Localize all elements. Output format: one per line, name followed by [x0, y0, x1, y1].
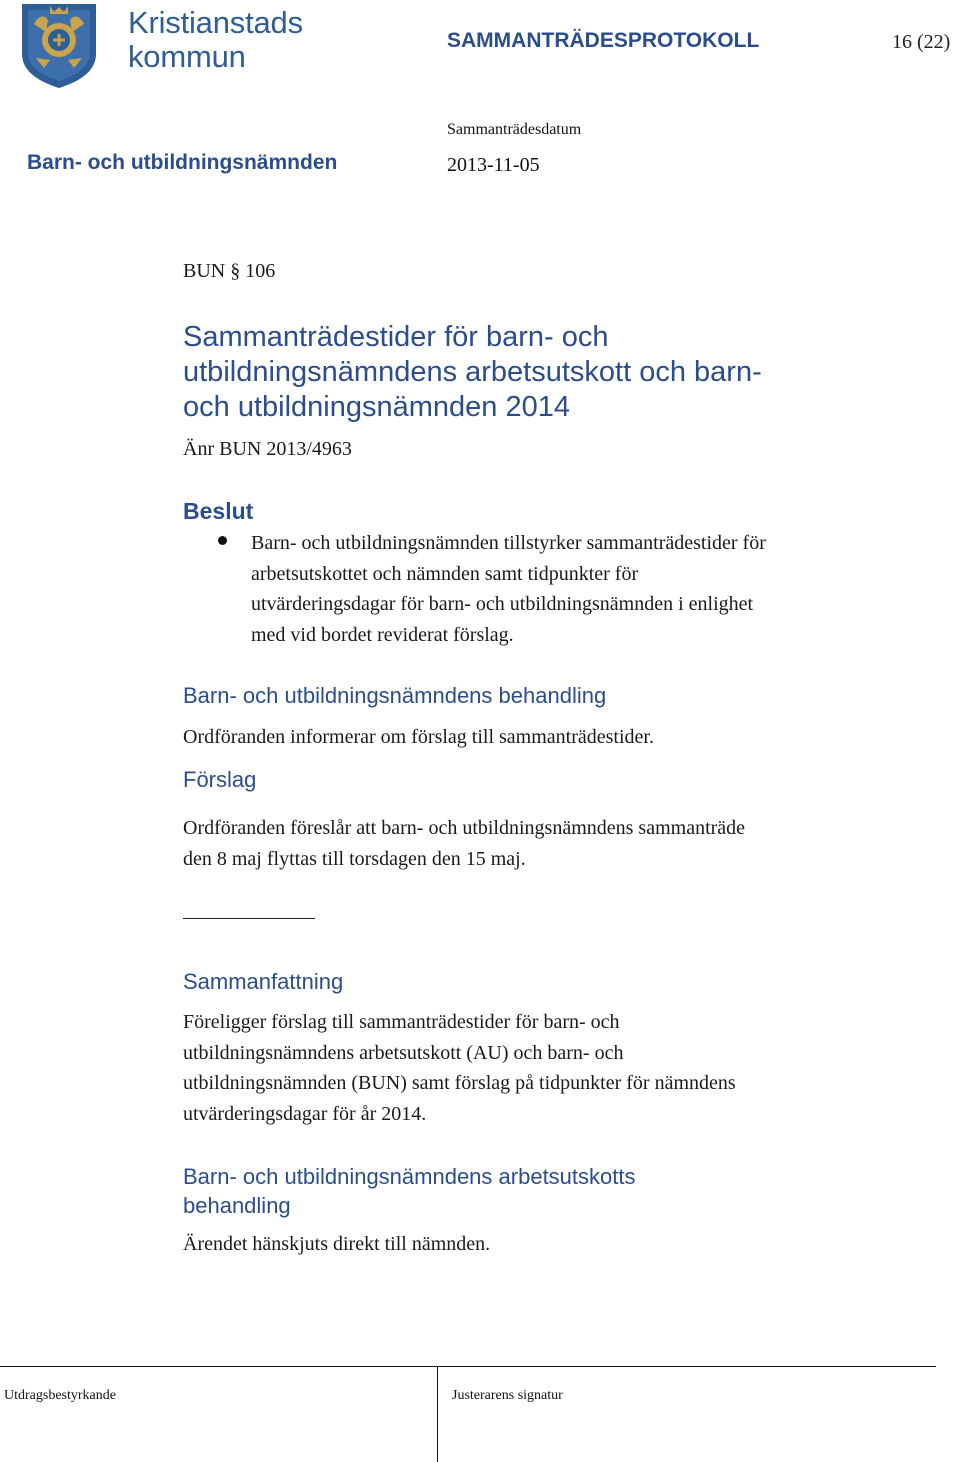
document-title: SAMMANTRÄDESPROTOKOLL — [447, 29, 760, 52]
behandling-heading: Barn- och utbildningsnämndens behandling — [183, 683, 607, 708]
page-title-line: utbildningsnämndens arbetsutskott och barn- — [183, 356, 762, 388]
page-number: 16 (22) — [892, 31, 951, 53]
signature-label: Justerarens signatur — [452, 1388, 563, 1403]
separator-line — [183, 918, 315, 919]
footer-rule — [0, 1366, 936, 1367]
forslag-text: Ordföranden föreslår att barn- och utbildningsnämndens sammanträde den 8 maj flyttas till torsdagen den 15 maj. — [183, 817, 746, 870]
coat-of-arms-icon — [20, 2, 98, 88]
diary-number: Änr BUN 2013/4963 — [183, 438, 352, 460]
meeting-date-label: Sammanträdesdatum — [447, 121, 582, 138]
behandling-text: Ordföranden informerar om förslag till sammanträdestider. — [183, 726, 654, 748]
sammanfattning-heading: Sammanfattning — [183, 969, 344, 994]
beslut-heading: Beslut — [183, 498, 254, 524]
case-reference: BUN § 106 — [183, 260, 276, 282]
beslut-text: Barn- och utbildningsnämnden tillstyrker sammanträdestider för arbetsutskottet och nämnden samt tidpunkter för utvärderingsdagar för barn- och utbildningsnämnden i enlighet med vid bordet reviderat förslag. — [251, 532, 766, 646]
logo-text: Kristianstads kommun — [128, 5, 303, 74]
board-name: Barn- och utbildningsnämnden — [27, 151, 338, 174]
page-title-line: Sammanträdestider för barn- och — [183, 321, 609, 353]
sammanfattning-text: Föreligger förslag till sammanträdestider för barn- och utbildningsnämndens arbetsutskott (AU) och barn- och utbildningsnämnden (BUN) samt förslag på tidpunkter för nämndens utvärderingsdagar för år 2014. — [183, 1011, 736, 1125]
page-title — [183, 320, 903, 425]
bullet-icon — [218, 536, 227, 545]
au-behandling-heading: Barn- och utbildningsnämndens arbetsutskotts behandling — [183, 1164, 636, 1218]
certification-label: Utdragsbestyrkande — [4, 1388, 116, 1403]
page-title-line: och utbildningsnämnden 2014 — [183, 391, 570, 423]
municipality-logo — [20, 2, 310, 88]
meeting-date-value: 2013-11-05 — [447, 154, 540, 176]
au-behandling-text: Ärendet hänskjuts direkt till nämnden. — [183, 1233, 491, 1255]
footer-divider — [437, 1366, 438, 1462]
forslag-heading: Förslag — [183, 767, 257, 792]
